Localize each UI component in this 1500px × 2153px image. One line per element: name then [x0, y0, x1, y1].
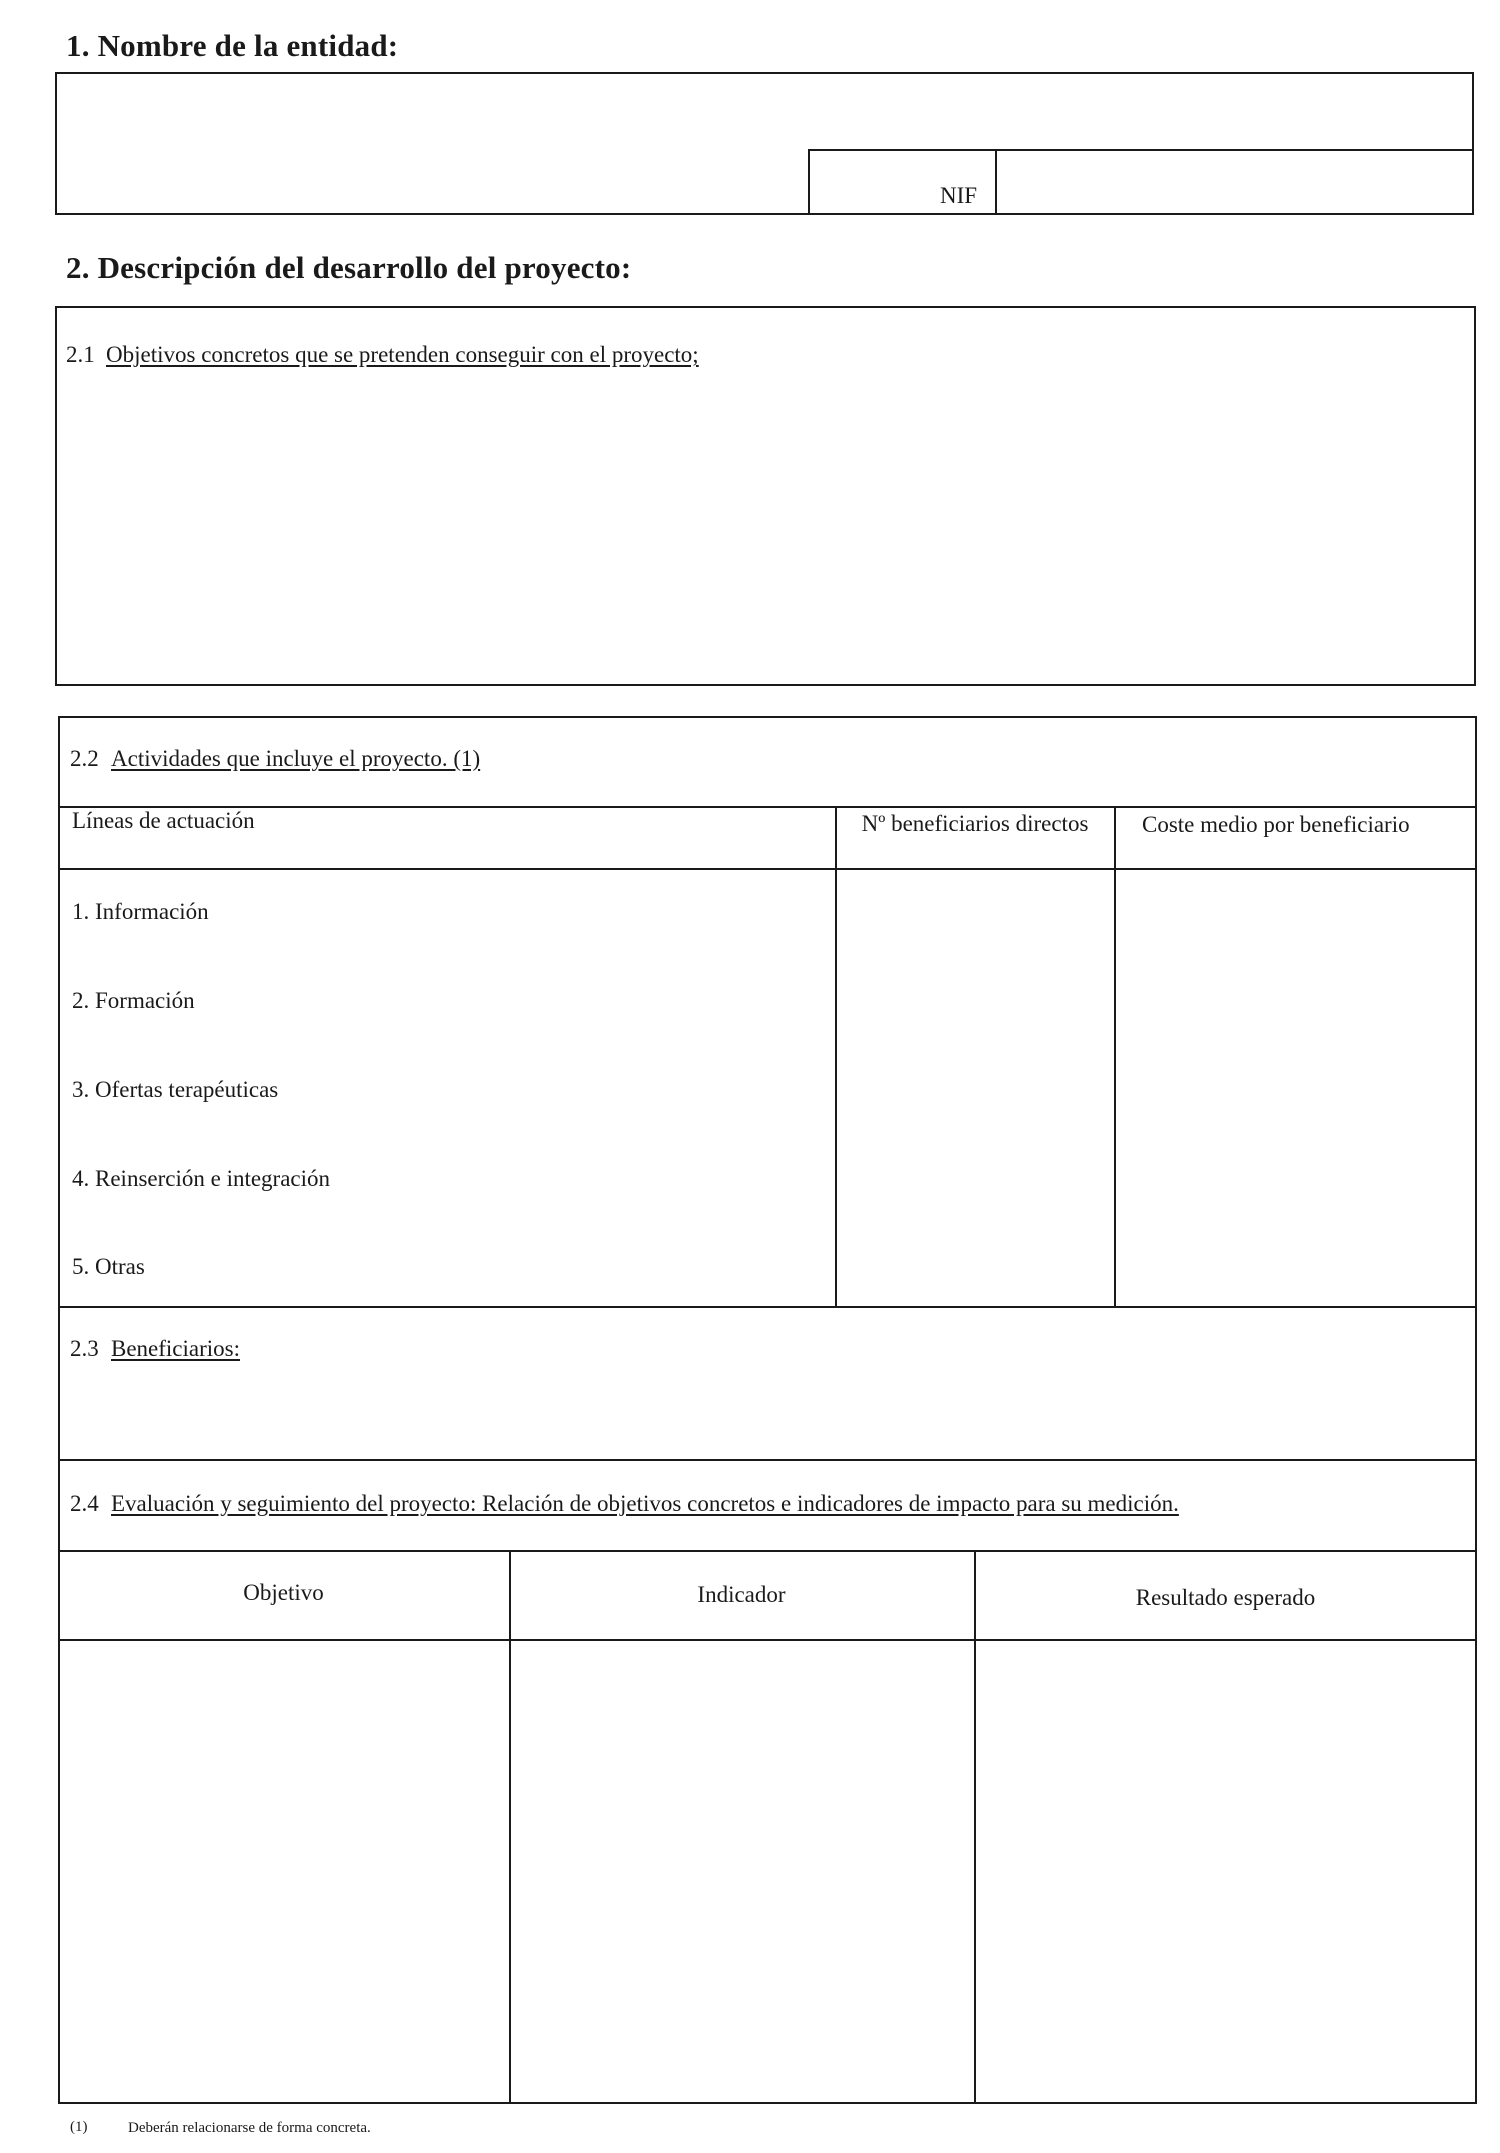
beneficiaries-bottom-line [58, 1459, 1477, 1461]
activity-row-therapeutic: 3. Ofertas terapéuticas [72, 1077, 279, 1102]
evaluation-col-indicator: Indicador [697, 1582, 786, 1607]
activities-col-divider-2 [1114, 806, 1116, 1308]
nif-left-line [808, 149, 810, 215]
beneficiaries-number: 2.3 [70, 1336, 99, 1361]
nif-top-line [808, 149, 1474, 151]
activities-col-cost: Coste medio por beneficiario [1142, 812, 1410, 837]
objectives-field[interactable] [62, 380, 1468, 680]
objective-field[interactable] [64, 1645, 504, 2097]
expected-result-field[interactable] [979, 1645, 1471, 2097]
activities-col-divider-1 [835, 806, 837, 1306]
activities-bottom-line [58, 1306, 1477, 1308]
evaluation-col-expected-result: Resultado esperado [1135, 1585, 1316, 1610]
beneficiaries-field[interactable] [64, 1372, 1469, 1452]
objectives-number: 2.1 [66, 342, 95, 367]
beneficiaries-label: Beneficiarios: [111, 1336, 241, 1361]
nif-divider-line [995, 149, 997, 215]
objectives-label: Objetivos concretos que se pretenden conseguir con el proyecto; [106, 342, 699, 367]
activities-label: Actividades que incluye el proyecto. (1) [111, 746, 481, 771]
activities-number: 2.2 [70, 746, 99, 771]
evaluation-header-top-line [58, 1550, 1477, 1552]
evaluation-col-divider-2 [974, 1550, 976, 2104]
evaluation-header-bottom-line [58, 1639, 1477, 1641]
evaluation-number: 2.4 [70, 1491, 99, 1516]
nif-field[interactable] [999, 152, 1469, 212]
activity-row-information: 1. Información [72, 899, 209, 924]
beneficiaries-count-field[interactable] [840, 872, 1110, 1302]
footnote-marker: (1) [70, 2119, 88, 2135]
activities-header-top-line [58, 806, 1477, 808]
indicator-field[interactable] [514, 1645, 969, 2097]
activity-row-others: 5. Otras [72, 1254, 145, 1279]
section-1-heading: 1. Nombre de la entidad: [66, 28, 399, 63]
activities-header-bottom-line [58, 868, 1477, 870]
evaluation-col-objective: Objetivo [243, 1580, 324, 1605]
activity-row-training: 2. Formación [72, 988, 195, 1013]
activity-row-reintegration: 4. Reinserción e integración [72, 1166, 331, 1191]
footnote-text: Deberán relacionarse de forma concreta. [128, 2120, 371, 2136]
nif-label: NIF [940, 183, 978, 208]
evaluation-label: Evaluación y seguimiento del proyecto: Relación de objetivos concretos e indicadores de impacto para su medición. [111, 1491, 1179, 1516]
cost-per-beneficiary-field[interactable] [1119, 872, 1471, 1302]
entity-name-field[interactable] [60, 76, 1465, 146]
activities-col-lines: Líneas de actuación [72, 808, 255, 833]
activities-col-beneficiaries: Nº beneficiarios directos [861, 811, 1089, 836]
evaluation-col-divider-1 [509, 1550, 511, 2104]
section-2-heading: 2. Descripción del desarrollo del proyecto: [66, 250, 632, 285]
